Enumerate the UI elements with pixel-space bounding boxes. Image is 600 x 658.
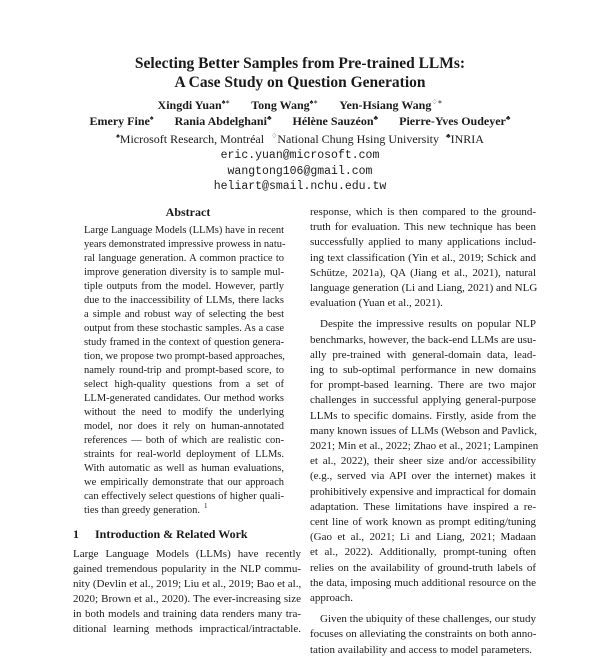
body-line: Schütze, 2021a), QA (Jiang et al., 2021), natural	[310, 266, 536, 279]
body-line: challenges in successful applying general-purpose	[310, 394, 536, 407]
body-line: ally pre-trained with general-domain data, lead-	[310, 348, 536, 361]
affiliation: ♠Microsoft Research, Montréal	[116, 132, 265, 146]
body-line: ditional learning methods impractical/intractable.	[73, 623, 301, 635]
abstract-heading: Abstract	[165, 205, 211, 219]
body-line: gained tremendous popularity in the NLP commu-	[73, 563, 301, 575]
abstract-line-text: ties than greedy generation.	[84, 505, 201, 516]
body-line: many known issues of LLMs (Webson and Pavlick,	[310, 424, 538, 437]
body-line: prohibitively expensive and impractical for domain	[310, 485, 536, 498]
author-affil-marks: ♢∗	[431, 98, 443, 106]
right-column-body	[310, 205, 539, 658]
title-line-2: A Case Study on Question Generation	[174, 74, 426, 91]
body-line: et al., 2022). Additionally, prompt-tuning often	[310, 546, 536, 559]
affiliation: ♣INRIA	[446, 132, 484, 146]
abstract-line: a simple and robust way of selecting the best	[84, 309, 284, 320]
abstract-line: With automatic as well as human evaluations,	[84, 463, 284, 474]
author-row-1	[0, 97, 600, 113]
abstract-line: due to the inaccessibility of LLMs, there lacks	[84, 295, 284, 306]
section-title: Introduction & Related Work	[95, 527, 248, 541]
body-line: 2020; Brown et al., 2020). The ever-increasing size	[73, 593, 301, 605]
email-link[interactable]: wangtong106@gmail.com	[227, 164, 373, 178]
body-line: Given the ubiquity of these challenges, our study	[320, 613, 536, 626]
abstract-line: can effectively select questions of higher quali-	[84, 491, 284, 502]
author-list	[0, 97, 600, 129]
author: Xingdi Yuan♠∗	[157, 98, 231, 112]
author-affil-marks: ♠∗	[309, 98, 319, 106]
author: Rania Abdelghani♣	[174, 114, 272, 128]
author-row-2	[0, 113, 600, 129]
abstract-line	[84, 504, 284, 518]
abstract-line: model, nor does it rely on human-annotated	[84, 421, 284, 432]
body-line: evaluation (Yuan et al., 2021).	[310, 297, 443, 310]
body-line: tation availability and access to model parameters.	[310, 643, 533, 656]
author: Emery Fine♠	[89, 114, 154, 128]
affiliation: ♢National Chung Hsing University	[271, 132, 440, 146]
author: Pierre-Yves Oudeyer♣	[399, 114, 511, 128]
author-affil-marks: ♣	[373, 114, 379, 122]
abstract-line: tiple outputs from the model. However, partly	[84, 281, 284, 292]
body-line: successfully applied to many applications includ-	[310, 236, 536, 249]
abstract-line: ral language generation. A common practice to	[84, 253, 284, 264]
author: Tong Wang♠∗	[251, 98, 319, 112]
body-line: the data, imposing much additional resource on the	[310, 576, 536, 589]
author-affil-marks: ♣	[505, 114, 511, 122]
abstract-line: references — both of which are realistic con-	[84, 435, 284, 446]
affiliations	[0, 131, 600, 147]
abstract-line: we empirically demonstrate that our approach	[84, 477, 284, 488]
abstract-line: output from these stochastic samples. As a case	[84, 323, 284, 334]
abstract-line: improve generation diversity is to sample mul-	[84, 267, 284, 278]
abstract-line: study framed in the context of question genera-	[84, 337, 284, 348]
paragraph	[310, 612, 536, 658]
body-line: 2021; Min et al., 2022; Zhao et al., 2021; Lampinen	[310, 440, 539, 453]
body-line: response, which is then compared to the ground-	[310, 206, 536, 218]
abstract-body	[84, 224, 284, 518]
paper-title	[0, 54, 600, 92]
body-line: LLMs to specific domains. Firstly, aside from the	[310, 409, 536, 422]
email-list	[0, 148, 600, 195]
body-line: focuses on alleviating the constraints on both anno-	[310, 628, 537, 641]
abstract-line: tion, we propose two prompt-based approaches,	[84, 351, 285, 362]
body-line: benchmarks, however, the back-end LLMs are usu-	[310, 333, 537, 346]
body-line: nity (Devlin et al., 2019; Liu et al., 2019; Bao et al.,	[73, 578, 302, 590]
body-line: Large Language Models (LLMs) have recently	[73, 548, 301, 560]
email-link[interactable]: heliart@smail.nchu.edu.tw	[213, 180, 387, 193]
section-heading	[73, 527, 248, 542]
paragraph	[310, 317, 539, 606]
author-affil-marks: ♠∗	[221, 98, 231, 106]
body-line: ing to sub-optimal performance in new domains	[310, 364, 536, 377]
paragraph	[310, 205, 536, 311]
abstract-line: without the need to modify the underlying	[84, 407, 284, 418]
abstract-line: years demonstrated impressive prowess in natu-	[84, 239, 286, 250]
title-line-1: Selecting Better Samples from Pre-trained LLMs:	[134, 55, 466, 72]
abstract-line: select high-quality questions from a set of	[84, 379, 284, 390]
abstract-line: namely round-trip and prompt-based score, to	[84, 365, 284, 376]
section-number: 1	[73, 527, 79, 541]
abstract-line: LLM-generated candidates. Our method works	[84, 393, 284, 404]
section-body	[73, 547, 301, 637]
abstract-line: straints for real-world deployment of LLMs.	[84, 449, 284, 460]
body-line: Despite the impressive results on popular NLP	[320, 318, 536, 331]
body-line: for prompt-based learning. There are two major	[310, 379, 536, 392]
author-affil-marks: ♣	[266, 114, 272, 122]
body-line: cent line of work known as prompt editing/tuning	[310, 516, 536, 529]
body-line: approach.	[310, 592, 354, 605]
body-line: in both models and training data renders many tra-	[73, 608, 301, 620]
body-line: ing text classification (Yin et al., 2019; Schick and	[310, 251, 536, 264]
author-affil-marks: ♠	[149, 114, 154, 122]
body-line: language generation (Li and Liang, 2021) and NLG	[310, 282, 538, 295]
body-line: (e.g., served via API over the internet) makes it	[310, 470, 536, 483]
body-line: relies on the availability of ground-truth labels of	[310, 561, 536, 574]
author: Yen-Hsiang Wang♢∗	[339, 98, 443, 112]
footnote-mark[interactable]: 1	[204, 502, 208, 510]
author: Hélène Sauzéon♣	[292, 114, 379, 128]
email-link[interactable]: eric.yuan@microsoft.com	[220, 149, 380, 162]
body-line: truth for evaluation. This new technique has been	[310, 221, 536, 234]
abstract-line: Large Language Models (LLMs) have in recent	[84, 225, 284, 236]
body-line: (Gao et al., 2021; Li and Liang, 2021; Madaan	[310, 531, 536, 544]
body-line: adaptation. These limitations have inspired a re-	[310, 500, 536, 513]
body-line: et al., 2022), their sheer size and/or accessibility	[310, 455, 536, 468]
